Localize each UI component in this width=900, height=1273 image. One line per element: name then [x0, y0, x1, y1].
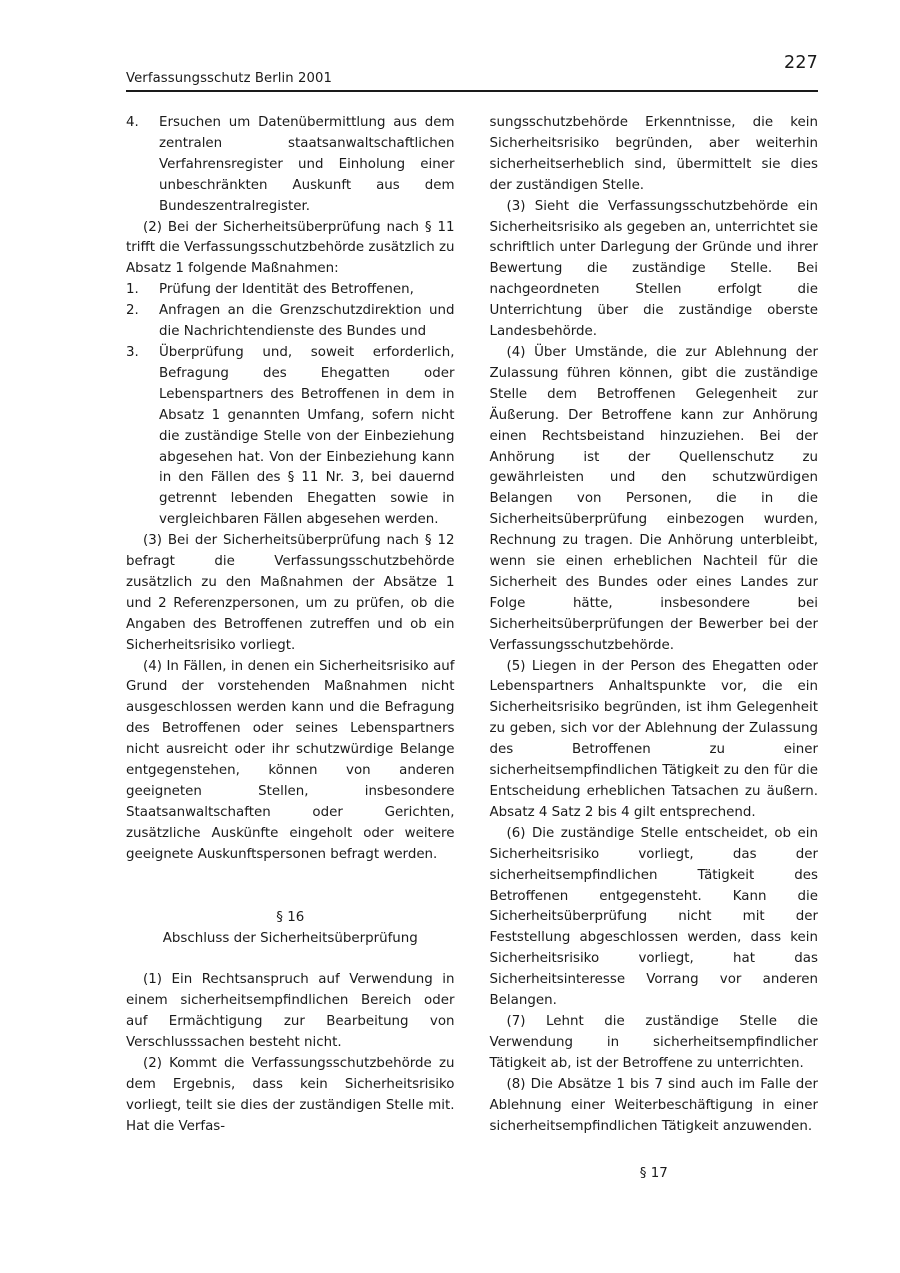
running-head: Verfassungsschutz Berlin 2001	[126, 71, 332, 86]
section-heading-number-17: § 17	[639, 1166, 668, 1182]
list-item-text: Anfragen an die Grenzschutzdirektion und die Nachrichtendienste des Bundes und	[159, 303, 455, 340]
list-item-marker: 2.	[126, 303, 139, 319]
list-item	[126, 113, 455, 218]
header-rule-divider	[126, 90, 818, 92]
section-spacer	[126, 866, 455, 908]
two-column-body	[126, 113, 818, 1185]
paragraph-absatz-4: (4) In Fällen, in denen ein Sicherheitsrisiko auf Grund der vorstehenden Maßnahmen nicht ausgeschlossen werden kann und die Befragung des Betroffenen oder seines Lebenspartners nicht ausreicht oder ihr schutzwürdige Belange entgegenstehen, können von anderen geeigneten Stellen, insbesondere Staatsanwaltschaften oder Gerichten, zusätzliche Auskünfte eingeholt oder weitere geeignete Auskunftspersonen befragt werden.	[126, 658, 455, 862]
list-item-marker: 4.	[126, 115, 139, 130]
left-column	[126, 113, 455, 1185]
page-number: 227	[783, 53, 818, 73]
paragraph-absatz-2: (2) Bei der Sicherheitsüberprüfung nach § 11 trifft die Verfassungsschutzbehörde zusätzlich zu Absatz 1 folgende Maßnahmen:	[126, 219, 455, 277]
section-heading-title-16: Abschluss der Sicherheitsüberprüfung	[162, 930, 418, 946]
paragraph-absatz-3: (3) Bei der Sicherheitsüberprüfung nach § 12 befragt die Verfassungsschutzbehörde zusätzlich zu den Maßnahmen der Absätze 1 und 2 Referenzpersonen, um zu prüfen, ob die Angaben des Betroffenen zutreffen und ob ein Sicherheitsrisiko vorliegt.	[126, 533, 455, 653]
list-item-text: Ersuchen um Datenübermittlung aus dem zentralen staatsanwaltschaftlichen Verfahrensregister und Einholung einer unbeschränkten Auskunft aus dem Bundeszentralregister.	[159, 115, 455, 214]
paragraph-s16-absatz-1: (1) Ein Rechtsanspruch auf Verwendung in einem sicherheitsempfindlichen Bereich oder auf Ermächtigung zur Bearbeitung von Verschlusssachen besteht nicht.	[126, 972, 455, 1051]
paragraph-s16-absatz-4: (4) Über Umstände, die zur Ablehnung der Zulassung führen können, gibt die zuständige Stelle dem Betroffenen Gelegenheit zur Äußerung. Der Betroffene kann zur Anhörung einen Rechtsbeistand hinzuziehen. Bei der Anhörung ist der Quellenschutz zu gewährleisten und den schutzwürdigen Belangen von Personen, die in die Sicherheitsüberprüfung einbezogen wurden, Rechnung zu tragen. Die Anhörung unterbleibt, wenn sie einen erheblichen Nachteil für die Sicherheit des Bundes oder eines Landes zur Folge hätte, insbesondere bei Sicherheitsüberprüfungen der Bewerber bei der Verfassungsschutzbehörde.	[489, 344, 818, 653]
paragraph-s16-absatz-6: (6) Die zuständige Stelle entscheidet, ob ein Sicherheitsrisiko vorliegt, das der sicherheitsempfindlichen Tätigkeit des Betroffenen entgegensteht. Kann die Sicherheitsüberprüfung nicht mit der Feststellung abgeschlossen werden, dass kein Sicherheitsrisiko vorliegt, hat das Sicherheitsinteresse Vorrang vor anderen Belangen.	[489, 825, 818, 1009]
list-item-text: Überprüfung und, soweit erforderlich, Befragung des Ehegatten oder Lebenspartners des Betroffenen in dem in Absatz 1 genannten Umfang, sofern nicht die zuständige Stelle von der Einbeziehung abgesehen hat. Von der Einbeziehung kann in den Fällen des § 11 Nr. 3, bei dauernd getrennt lebenden Ehegatten sowie in vergleichbaren Fällen abgesehen werden.	[159, 344, 455, 528]
list-item-marker: 3.	[126, 344, 139, 360]
list-item-text: Prüfung der Identität des Betroffenen,	[159, 282, 414, 298]
paragraph-s16-absatz-2-start: (2) Kommt die Verfassungsschutzbehörde zu dem Ergebnis, dass kein Sicherheitsrisiko vorliegt, teilt sie dies der zuständigen Stelle mit. Hat die Verfas-	[126, 1055, 455, 1134]
paragraph-s16-absatz-5: (5) Liegen in der Person des Ehegatten oder Lebenspartners Anhaltspunkte vor, die ein Sicherheitsrisiko begründen, ist ihm Gelegenheit zu geben, sich vor der Ablehnung der Zulassung des Betroffenen zu einer sicherheitsempfindlichen Tätigkeit zu den für die Entscheidung erheblichen Tatsachen zu äußern. Absatz 4 Satz 2 bis 4 gilt entsprechend.	[489, 658, 818, 820]
section-heading-number-16: § 16	[276, 909, 305, 925]
list-item	[126, 301, 455, 343]
right-column	[490, 113, 819, 1185]
section-spacer	[490, 1137, 819, 1164]
list-item-marker: 1.	[126, 282, 139, 298]
list-item	[126, 343, 455, 531]
list-item	[126, 280, 455, 301]
paragraph-s16-absatz-7: (7) Lehnt die zuständige Stelle die Verwendung in sicherheitsempfindlicher Tätigkeit ab, ist der Betroffene zu unterrichten.	[489, 1013, 818, 1071]
paragraph-s16-absatz-8: (8) Die Absätze 1 bis 7 sind auch im Falle der Ablehnung einer Weiterbeschäftigung in einer sicherheitsempfindlichen Tätigkeit anzuwenden.	[489, 1076, 818, 1134]
paragraph-s16-absatz-2-end: sungsschutzbehörde Erkenntnisse, die kein Sicherheitsrisiko begründen, aber weiterhin sicherheitserheblich sind, übermittelt sie dies der zuständigen Stelle.	[489, 115, 818, 193]
paragraph-s16-absatz-3: (3) Sieht die Verfassungsschutzbehörde ein Sicherheitsrisiko als gegeben an, unterrichtet sie schriftlich unter Darlegung der Gründe und ihrer Bewertung die zuständige Stelle. Bei nachgeordneten Stellen erfolgt die Unterrichtung über die zuständige oberste Landesbehörde.	[489, 198, 818, 340]
heading-spacer	[126, 949, 455, 970]
